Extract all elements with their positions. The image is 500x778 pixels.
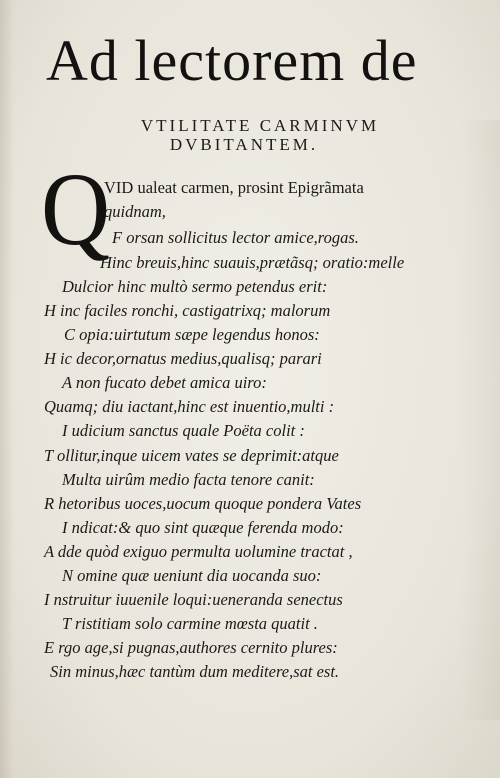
verse-line: T ristitiam solo carmine mœsta quatit . xyxy=(62,614,318,633)
verse-line: A dde quòd exiguo permulta uolumine tractat , xyxy=(44,542,353,561)
verse-line: Hinc breuis,hinc suauis,prætãsq; oratio:melle xyxy=(100,253,405,272)
verse-line: R hetoribus uoces,uocum quoque pondera Vates xyxy=(44,494,362,513)
verse-line: VID ualeat carmen, prosint Epigrãmata xyxy=(104,178,364,197)
verse-line: Quamq; diu iactant,hinc est inuentio,multi : xyxy=(44,397,335,416)
verse-line: I udicium sanctus quale Poëta colit : xyxy=(62,421,305,440)
verse-line: N omine quæ ueniunt dia uocanda suo: xyxy=(62,566,322,585)
verse-line: Multa uirûm medio facta tenore canit: xyxy=(62,470,315,489)
drop-cap-initial: Q xyxy=(41,152,111,267)
verse-line: H inc faciles ronchi, castigatrixq; malorum xyxy=(44,301,331,320)
verse-line: Dulcior hinc multò sermo petendus erit: xyxy=(62,277,328,296)
page-title: Ad lectorem de xyxy=(46,28,418,93)
verse-line: Sin minus,hæc tantùm dum meditere,sat est. xyxy=(50,662,340,681)
verse-line: F orsan sollicitus lector amice,rogas. xyxy=(112,228,359,247)
verse-line: C opia:uirtutum sæpe legendus honos: xyxy=(64,325,320,344)
verse-line: quidnam, xyxy=(104,202,166,221)
verse-line: I nstruitur iuuenile loqui:ueneranda senectus xyxy=(44,590,343,609)
subtitle-line-2: DVBITANTEM. xyxy=(169,135,319,154)
verse-line: H ic decor,ornatus medius,qualisq; parari xyxy=(44,349,322,368)
verse-line: E rgo age,si pugnas,authores cernito plures: xyxy=(44,638,338,657)
subtitle-line-1: VTILITATE CARMINVM xyxy=(140,116,380,135)
verse-line: A non fucato debet amica uiro: xyxy=(62,373,267,392)
verse-line: T ollitur,inque uicem vates se deprimit:atque xyxy=(44,446,339,465)
verse-line: I ndicat:& quo sint quæque ferenda modo: xyxy=(62,518,344,537)
